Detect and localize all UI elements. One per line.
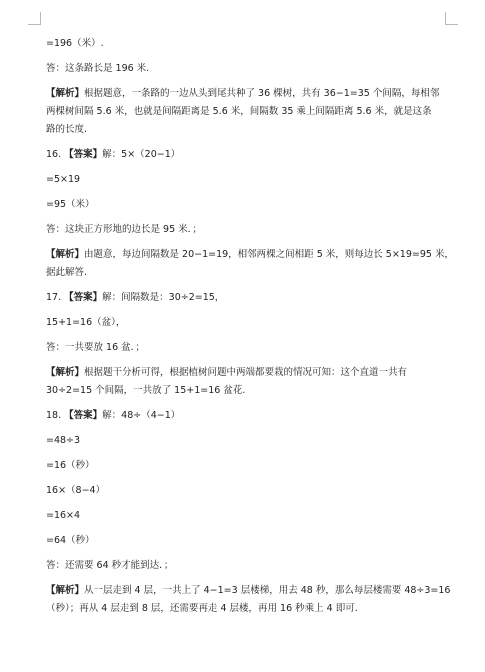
question-16-answer: 16. 【答案】解：5×（20−1） (46, 149, 181, 160)
answer-tag: 【答案】 (64, 149, 103, 160)
answer-line: 答：还需要 64 秒才能到达．； (46, 560, 174, 571)
text-line: 30÷2=15 个间隔，一共放了 15+1=16 盆花. (46, 385, 246, 396)
answer-tag: 【答案】 (64, 292, 103, 303)
analysis-tag: 【解析】 (46, 88, 85, 99)
text-line: 16×（8−4） (46, 485, 106, 496)
text-line: =16×4 (46, 510, 81, 521)
question-18-answer: 18. 【答案】解：48÷（4−1） (46, 410, 181, 421)
text-line: =5×19 (46, 174, 81, 185)
analysis-tag: 【解析】 (46, 585, 85, 596)
text-line: 15+1=16（盆）， (46, 317, 126, 328)
document-body (46, 35, 456, 618)
text-line: =64（秒） (46, 535, 95, 546)
text-line: 路的长度. (46, 124, 88, 135)
text-line: =196（米）. (46, 38, 104, 49)
analysis-line: 【解析】由题意，每边间隔数是 20−1=19，相邻两棵之间相距 5 米，则每边长 5×19=95 米， (46, 249, 454, 260)
analysis-tag: 【解析】 (46, 367, 85, 378)
text-line: （秒）；再从 4 层走到 8 层，还需要再走 4 层楼，再用 16 秒乘上 4 即可. (46, 603, 358, 614)
text-line: =48÷3 (46, 435, 81, 446)
page-corner-mark-top-right (445, 12, 458, 25)
answer-line: 答：这块正方形地的边长是 95 米．； (46, 224, 202, 235)
analysis-line: 【解析】根据题干分析可得，根据植树问题中两端都要栽的情况可知：这个直道一共有 (46, 367, 408, 378)
answer-line: 答：这条路长是 196 米. (46, 63, 150, 74)
answer-line: 答：一共要放 16 盆．； (46, 342, 145, 353)
text-line: 两棵树间隔 5.6 米，也就是间隔距离是 5.6 米，间隔数 35 乘上间隔距离 5.6 米，就是这条 (46, 106, 432, 117)
question-17-answer: 17. 【答案】解：间隔数是：30÷2=15， (46, 292, 225, 303)
analysis-line: 【解析】从一层走到 4 层，一共上了 4−1=3 层楼梯，用去 48 秒，那么每层楼需要 48÷3=16 (46, 585, 451, 596)
analysis-line: 【解析】根据题意，一条路的一边从头到尾共种了 36 棵树，共有 36−1=35 个间隔，每相邻 (46, 88, 440, 99)
text-line: 据此解答. (46, 267, 88, 278)
page-corner-mark-top-left (28, 12, 41, 25)
answer-tag: 【答案】 (64, 410, 103, 421)
text-line: =16（秒） (46, 460, 95, 471)
analysis-tag: 【解析】 (46, 249, 85, 260)
text-line: =95（米） (46, 199, 95, 210)
